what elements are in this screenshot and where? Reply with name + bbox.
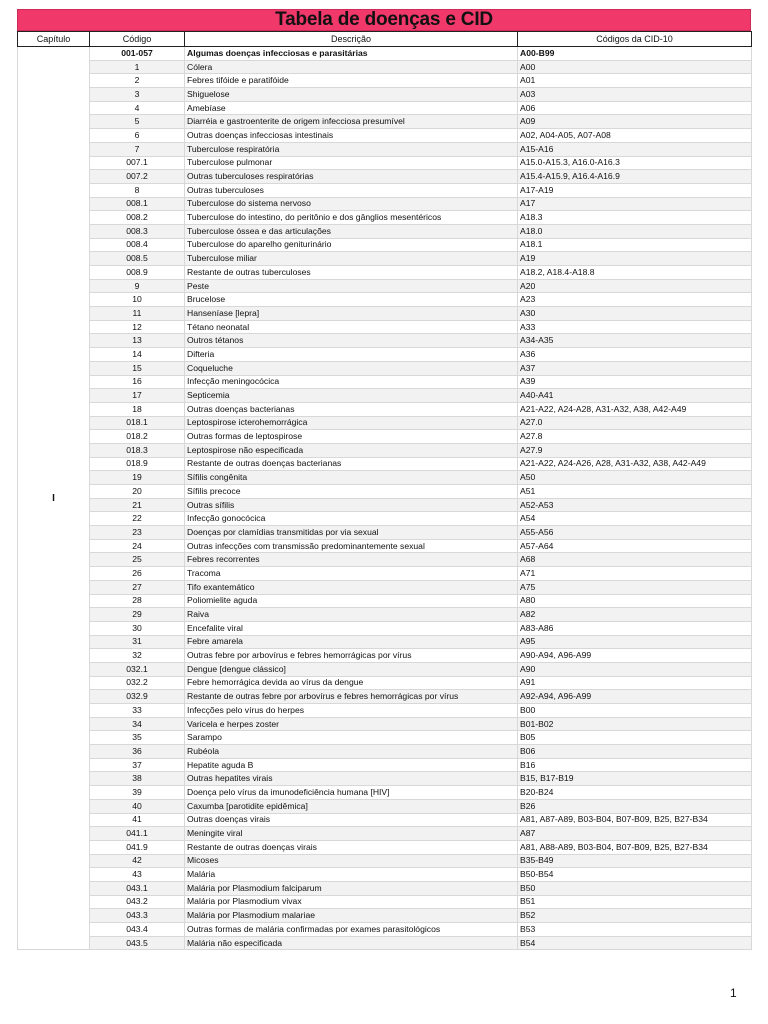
description-cell: Malária bbox=[185, 868, 518, 882]
table-row bbox=[18, 498, 752, 512]
cid-cell: A81, A88-A89, B03-B04, B07-B09, B25, B27-B34 bbox=[518, 840, 752, 854]
code-cell: 27 bbox=[90, 580, 185, 594]
code-cell: 42 bbox=[90, 854, 185, 868]
cid-cell: A83-A86 bbox=[518, 621, 752, 635]
code-cell: 032.9 bbox=[90, 690, 185, 704]
code-cell: 31 bbox=[90, 635, 185, 649]
table-row bbox=[18, 772, 752, 786]
cid-cell: B00 bbox=[518, 704, 752, 718]
cid-cell: A92-A94, A96-A99 bbox=[518, 690, 752, 704]
code-cell: 13 bbox=[90, 334, 185, 348]
description-cell: Infecções pelo vírus do herpes bbox=[185, 704, 518, 718]
cid-table bbox=[17, 31, 752, 950]
description-cell: Hanseníase [lepra] bbox=[185, 307, 518, 321]
table-row bbox=[18, 211, 752, 225]
description-cell: Varicela e herpes zoster bbox=[185, 717, 518, 731]
code-cell: 15 bbox=[90, 361, 185, 375]
description-cell: Tracoma bbox=[185, 567, 518, 581]
description-cell: Tétano neonatal bbox=[185, 320, 518, 334]
code-cell: 23 bbox=[90, 526, 185, 540]
description-cell: Febre hemorrágica devida ao vírus da dengue bbox=[185, 676, 518, 690]
code-cell: 008.2 bbox=[90, 211, 185, 225]
cid-cell: A37 bbox=[518, 361, 752, 375]
description-cell: Outras doenças virais bbox=[185, 813, 518, 827]
table-row bbox=[18, 580, 752, 594]
description-cell: Peste bbox=[185, 279, 518, 293]
code-cell: 21 bbox=[90, 498, 185, 512]
table-row bbox=[18, 88, 752, 102]
cid-cell: B01-B02 bbox=[518, 717, 752, 731]
code-cell: 2 bbox=[90, 74, 185, 88]
code-cell: 032.2 bbox=[90, 676, 185, 690]
description-cell: Outras hepatites virais bbox=[185, 772, 518, 786]
table-row bbox=[18, 47, 752, 61]
cid-cell: A57-A64 bbox=[518, 539, 752, 553]
table-row bbox=[18, 881, 752, 895]
code-cell: 4 bbox=[90, 101, 185, 115]
cid-cell: B53 bbox=[518, 923, 752, 937]
description-cell: Sífilis congênita bbox=[185, 471, 518, 485]
page-number: 1 bbox=[730, 986, 737, 1000]
page-title: Tabela de doenças e CID bbox=[17, 9, 751, 31]
description-cell: Doença pelo vírus da imunodeficiência humana [HIV] bbox=[185, 786, 518, 800]
table-row bbox=[18, 142, 752, 156]
code-cell: 032.1 bbox=[90, 662, 185, 676]
code-cell: 043.4 bbox=[90, 923, 185, 937]
cid-cell: A39 bbox=[518, 375, 752, 389]
description-cell: Amebíase bbox=[185, 101, 518, 115]
description-cell: Tuberculose do intestino, do peritônio e dos gânglios mesentéricos bbox=[185, 211, 518, 225]
code-cell: 17 bbox=[90, 389, 185, 403]
description-cell: Tuberculose respiratória bbox=[185, 142, 518, 156]
code-cell: 3 bbox=[90, 88, 185, 102]
cid-cell: A90-A94, A96-A99 bbox=[518, 649, 752, 663]
description-cell: Sífilis precoce bbox=[185, 485, 518, 499]
description-cell: Outras doenças bacterianas bbox=[185, 402, 518, 416]
table-row bbox=[18, 827, 752, 841]
code-cell: 29 bbox=[90, 608, 185, 622]
cid-cell: A27.9 bbox=[518, 443, 752, 457]
cid-cell: A90 bbox=[518, 662, 752, 676]
cid-cell: A30 bbox=[518, 307, 752, 321]
table-row bbox=[18, 635, 752, 649]
cid-cell: A23 bbox=[518, 293, 752, 307]
cid-cell: B52 bbox=[518, 909, 752, 923]
description-cell: Difteria bbox=[185, 348, 518, 362]
code-cell: 008.1 bbox=[90, 197, 185, 211]
table-row bbox=[18, 348, 752, 362]
description-cell: Rubéola bbox=[185, 745, 518, 759]
code-cell: 018.3 bbox=[90, 443, 185, 457]
code-cell: 34 bbox=[90, 717, 185, 731]
table-row bbox=[18, 621, 752, 635]
description-cell: Hepatite aguda B bbox=[185, 758, 518, 772]
code-cell: 5 bbox=[90, 115, 185, 129]
code-cell: 008.5 bbox=[90, 252, 185, 266]
description-cell: Malária por Plasmodium falciparum bbox=[185, 881, 518, 895]
description-cell: Cólera bbox=[185, 60, 518, 74]
code-cell: 36 bbox=[90, 745, 185, 759]
header-chapter: Capítulo bbox=[18, 32, 90, 47]
code-cell: 018.9 bbox=[90, 457, 185, 471]
table-row bbox=[18, 183, 752, 197]
table-row bbox=[18, 416, 752, 430]
description-cell: Encefalite viral bbox=[185, 621, 518, 635]
cid-cell: A18.2, A18.4-A18.8 bbox=[518, 266, 752, 280]
code-cell: 30 bbox=[90, 621, 185, 635]
description-cell: Malária não especificada bbox=[185, 936, 518, 950]
table-row bbox=[18, 608, 752, 622]
description-cell: Tuberculose do sistema nervoso bbox=[185, 197, 518, 211]
cid-cell: A21-A22, A24-A26, A28, A31-A32, A38, A42-A49 bbox=[518, 457, 752, 471]
description-cell: Tuberculose do aparelho geniturinário bbox=[185, 238, 518, 252]
code-cell: 22 bbox=[90, 512, 185, 526]
code-cell: 043.2 bbox=[90, 895, 185, 909]
code-cell: 018.1 bbox=[90, 416, 185, 430]
cid-cell: A20 bbox=[518, 279, 752, 293]
description-cell: Infecção meningocócica bbox=[185, 375, 518, 389]
description-cell: Malária por Plasmodium vivax bbox=[185, 895, 518, 909]
code-cell: 008.3 bbox=[90, 224, 185, 238]
cid-cell: A00 bbox=[518, 60, 752, 74]
cid-cell: A15.4-A15.9, A16.4-A16.9 bbox=[518, 170, 752, 184]
description-cell: Diarréia e gastroenterite de origem infecciosa presumível bbox=[185, 115, 518, 129]
description-cell: Tifo exantemático bbox=[185, 580, 518, 594]
cid-cell: A17 bbox=[518, 197, 752, 211]
table-row bbox=[18, 594, 752, 608]
code-cell: 043.5 bbox=[90, 936, 185, 950]
cid-cell: A15-A16 bbox=[518, 142, 752, 156]
table-body bbox=[18, 47, 752, 950]
description-cell: Coqueluche bbox=[185, 361, 518, 375]
table-row bbox=[18, 539, 752, 553]
cid-cell: A34-A35 bbox=[518, 334, 752, 348]
table-header-row bbox=[18, 32, 752, 47]
table-row bbox=[18, 799, 752, 813]
code-cell: 24 bbox=[90, 539, 185, 553]
description-cell: Outras infecções com transmissão predominantemente sexual bbox=[185, 539, 518, 553]
header-cid: Códigos da CID-10 bbox=[518, 32, 752, 47]
description-cell: Restante de outras febre por arbovírus e febres hemorrágicas por vírus bbox=[185, 690, 518, 704]
table-row bbox=[18, 266, 752, 280]
code-cell: 43 bbox=[90, 868, 185, 882]
code-cell: 018.2 bbox=[90, 430, 185, 444]
cid-cell: A21-A22, A24-A28, A31-A32, A38, A42-A49 bbox=[518, 402, 752, 416]
cid-cell: A87 bbox=[518, 827, 752, 841]
code-cell: 008.9 bbox=[90, 266, 185, 280]
table-row bbox=[18, 813, 752, 827]
table-row bbox=[18, 361, 752, 375]
code-cell: 043.1 bbox=[90, 881, 185, 895]
description-cell: Restante de outras doenças virais bbox=[185, 840, 518, 854]
code-cell: 6 bbox=[90, 129, 185, 143]
cid-cell: A51 bbox=[518, 485, 752, 499]
table-row bbox=[18, 526, 752, 540]
table-row bbox=[18, 115, 752, 129]
cid-cell: B54 bbox=[518, 936, 752, 950]
code-cell: 20 bbox=[90, 485, 185, 499]
code-cell: 7 bbox=[90, 142, 185, 156]
description-cell: Tuberculose pulmonar bbox=[185, 156, 518, 170]
cid-cell: B51 bbox=[518, 895, 752, 909]
description-cell: Febres tifóide e paratifóide bbox=[185, 74, 518, 88]
description-cell: Outras formas de malária confirmadas por exames parasitológicos bbox=[185, 923, 518, 937]
cid-cell: A36 bbox=[518, 348, 752, 362]
cid-cell: B15, B17-B19 bbox=[518, 772, 752, 786]
cid-cell: A91 bbox=[518, 676, 752, 690]
cid-cell: A27.8 bbox=[518, 430, 752, 444]
description-cell: Caxumba [parotidite epidêmica] bbox=[185, 799, 518, 813]
code-cell: 35 bbox=[90, 731, 185, 745]
cid-cell: A40-A41 bbox=[518, 389, 752, 403]
description-cell: Febres recorrentes bbox=[185, 553, 518, 567]
description-cell: Raiva bbox=[185, 608, 518, 622]
cid-cell: A55-A56 bbox=[518, 526, 752, 540]
cid-cell: B05 bbox=[518, 731, 752, 745]
cid-cell: A82 bbox=[518, 608, 752, 622]
table-row bbox=[18, 717, 752, 731]
table-row bbox=[18, 293, 752, 307]
description-cell: Leptospirose icterohemorrágica bbox=[185, 416, 518, 430]
cid-cell: B20-B24 bbox=[518, 786, 752, 800]
table-row bbox=[18, 129, 752, 143]
description-cell: Leptospirose não especificada bbox=[185, 443, 518, 457]
code-cell: 16 bbox=[90, 375, 185, 389]
chapter-cell: I bbox=[18, 47, 90, 950]
table-row bbox=[18, 676, 752, 690]
table-row bbox=[18, 471, 752, 485]
code-cell: 25 bbox=[90, 553, 185, 567]
description-cell: Restante de outras tuberculoses bbox=[185, 266, 518, 280]
description-cell: Outras formas de leptospirose bbox=[185, 430, 518, 444]
cid-cell: A01 bbox=[518, 74, 752, 88]
cid-cell: A19 bbox=[518, 252, 752, 266]
table-row bbox=[18, 402, 752, 416]
cid-cell: A50 bbox=[518, 471, 752, 485]
code-cell: 9 bbox=[90, 279, 185, 293]
table-row bbox=[18, 895, 752, 909]
table-row bbox=[18, 690, 752, 704]
cid-cell: A95 bbox=[518, 635, 752, 649]
code-cell: 40 bbox=[90, 799, 185, 813]
table-row bbox=[18, 457, 752, 471]
table-row bbox=[18, 840, 752, 854]
table-row bbox=[18, 512, 752, 526]
code-cell: 14 bbox=[90, 348, 185, 362]
cid-cell: A80 bbox=[518, 594, 752, 608]
cid-cell: A71 bbox=[518, 567, 752, 581]
description-cell: Brucelose bbox=[185, 293, 518, 307]
cid-cell: A02, A04-A05, A07-A08 bbox=[518, 129, 752, 143]
code-cell: 008.4 bbox=[90, 238, 185, 252]
code-cell: 11 bbox=[90, 307, 185, 321]
table-row bbox=[18, 485, 752, 499]
description-cell: Outras febre por arbovírus e febres hemorrágicas por vírus bbox=[185, 649, 518, 663]
table-row bbox=[18, 854, 752, 868]
code-cell: 38 bbox=[90, 772, 185, 786]
code-cell: 41 bbox=[90, 813, 185, 827]
table-row bbox=[18, 238, 752, 252]
description-cell: Outras tuberculoses respiratórias bbox=[185, 170, 518, 184]
description-cell: Outras sífilis bbox=[185, 498, 518, 512]
table-row bbox=[18, 389, 752, 403]
cid-cell: A15.0-A15.3, A16.0-A16.3 bbox=[518, 156, 752, 170]
cid-cell: A54 bbox=[518, 512, 752, 526]
description-cell: Outros tétanos bbox=[185, 334, 518, 348]
cid-cell: A17-A19 bbox=[518, 183, 752, 197]
table-row bbox=[18, 936, 752, 950]
cid-cell: A18.0 bbox=[518, 224, 752, 238]
cid-cell: A00-B99 bbox=[518, 47, 752, 61]
cid-cell: A18.1 bbox=[518, 238, 752, 252]
cid-cell: A18.3 bbox=[518, 211, 752, 225]
code-cell: 001-057 bbox=[90, 47, 185, 61]
table-row bbox=[18, 430, 752, 444]
code-cell: 007.2 bbox=[90, 170, 185, 184]
table-row bbox=[18, 649, 752, 663]
table-row bbox=[18, 307, 752, 321]
code-cell: 19 bbox=[90, 471, 185, 485]
table-row bbox=[18, 60, 752, 74]
code-cell: 18 bbox=[90, 402, 185, 416]
cid-cell: B26 bbox=[518, 799, 752, 813]
code-cell: 37 bbox=[90, 758, 185, 772]
code-cell: 007.1 bbox=[90, 156, 185, 170]
cid-cell: B50-B54 bbox=[518, 868, 752, 882]
table-row bbox=[18, 786, 752, 800]
table-row bbox=[18, 731, 752, 745]
table-row bbox=[18, 101, 752, 115]
description-cell: Infecção gonocócica bbox=[185, 512, 518, 526]
description-cell: Septicemia bbox=[185, 389, 518, 403]
description-cell: Febre amarela bbox=[185, 635, 518, 649]
table-row bbox=[18, 567, 752, 581]
cid-cell: A09 bbox=[518, 115, 752, 129]
table-row bbox=[18, 758, 752, 772]
code-cell: 39 bbox=[90, 786, 185, 800]
code-cell: 043.3 bbox=[90, 909, 185, 923]
table-row bbox=[18, 320, 752, 334]
cid-cell: A06 bbox=[518, 101, 752, 115]
description-cell: Malária por Plasmodium malariae bbox=[185, 909, 518, 923]
cid-cell: A03 bbox=[518, 88, 752, 102]
table-row bbox=[18, 334, 752, 348]
description-cell: Tuberculose óssea e das articulações bbox=[185, 224, 518, 238]
table-row bbox=[18, 923, 752, 937]
description-cell: Outras doenças infecciosas intestinais bbox=[185, 129, 518, 143]
cid-cell: B35-B49 bbox=[518, 854, 752, 868]
table-row bbox=[18, 868, 752, 882]
code-cell: 26 bbox=[90, 567, 185, 581]
code-cell: 10 bbox=[90, 293, 185, 307]
table-row bbox=[18, 704, 752, 718]
description-cell: Restante de outras doenças bacterianas bbox=[185, 457, 518, 471]
code-cell: 1 bbox=[90, 60, 185, 74]
code-cell: 33 bbox=[90, 704, 185, 718]
code-cell: 12 bbox=[90, 320, 185, 334]
table-row bbox=[18, 279, 752, 293]
cid-cell: A27.0 bbox=[518, 416, 752, 430]
table-row bbox=[18, 252, 752, 266]
cid-cell: B06 bbox=[518, 745, 752, 759]
table-row bbox=[18, 74, 752, 88]
cid-cell: A68 bbox=[518, 553, 752, 567]
table-row bbox=[18, 170, 752, 184]
description-cell: Sarampo bbox=[185, 731, 518, 745]
code-cell: 041.9 bbox=[90, 840, 185, 854]
description-cell: Doenças por clamídias transmitidas por via sexual bbox=[185, 526, 518, 540]
description-cell: Meningite viral bbox=[185, 827, 518, 841]
table-row bbox=[18, 909, 752, 923]
description-cell: Dengue [dengue clássico] bbox=[185, 662, 518, 676]
code-cell: 8 bbox=[90, 183, 185, 197]
table-row bbox=[18, 224, 752, 238]
description-cell: Shiguelose bbox=[185, 88, 518, 102]
cid-cell: B50 bbox=[518, 881, 752, 895]
code-cell: 32 bbox=[90, 649, 185, 663]
table-row bbox=[18, 443, 752, 457]
table-row bbox=[18, 156, 752, 170]
cid-cell: A81, A87-A89, B03-B04, B07-B09, B25, B27-B34 bbox=[518, 813, 752, 827]
description-cell: Tuberculose miliar bbox=[185, 252, 518, 266]
description-cell: Algumas doenças infecciosas e parasitárias bbox=[185, 47, 518, 61]
table-row bbox=[18, 662, 752, 676]
cid-cell: B16 bbox=[518, 758, 752, 772]
document-sheet bbox=[17, 9, 751, 950]
table-row bbox=[18, 375, 752, 389]
cid-cell: A52-A53 bbox=[518, 498, 752, 512]
description-cell: Outras tuberculoses bbox=[185, 183, 518, 197]
description-cell: Micoses bbox=[185, 854, 518, 868]
code-cell: 28 bbox=[90, 594, 185, 608]
cid-cell: A33 bbox=[518, 320, 752, 334]
description-cell: Poliomielite aguda bbox=[185, 594, 518, 608]
table-row bbox=[18, 553, 752, 567]
header-description: Descrição bbox=[185, 32, 518, 47]
table-row bbox=[18, 197, 752, 211]
header-code: Código bbox=[90, 32, 185, 47]
table-row bbox=[18, 745, 752, 759]
cid-cell: A75 bbox=[518, 580, 752, 594]
code-cell: 041.1 bbox=[90, 827, 185, 841]
